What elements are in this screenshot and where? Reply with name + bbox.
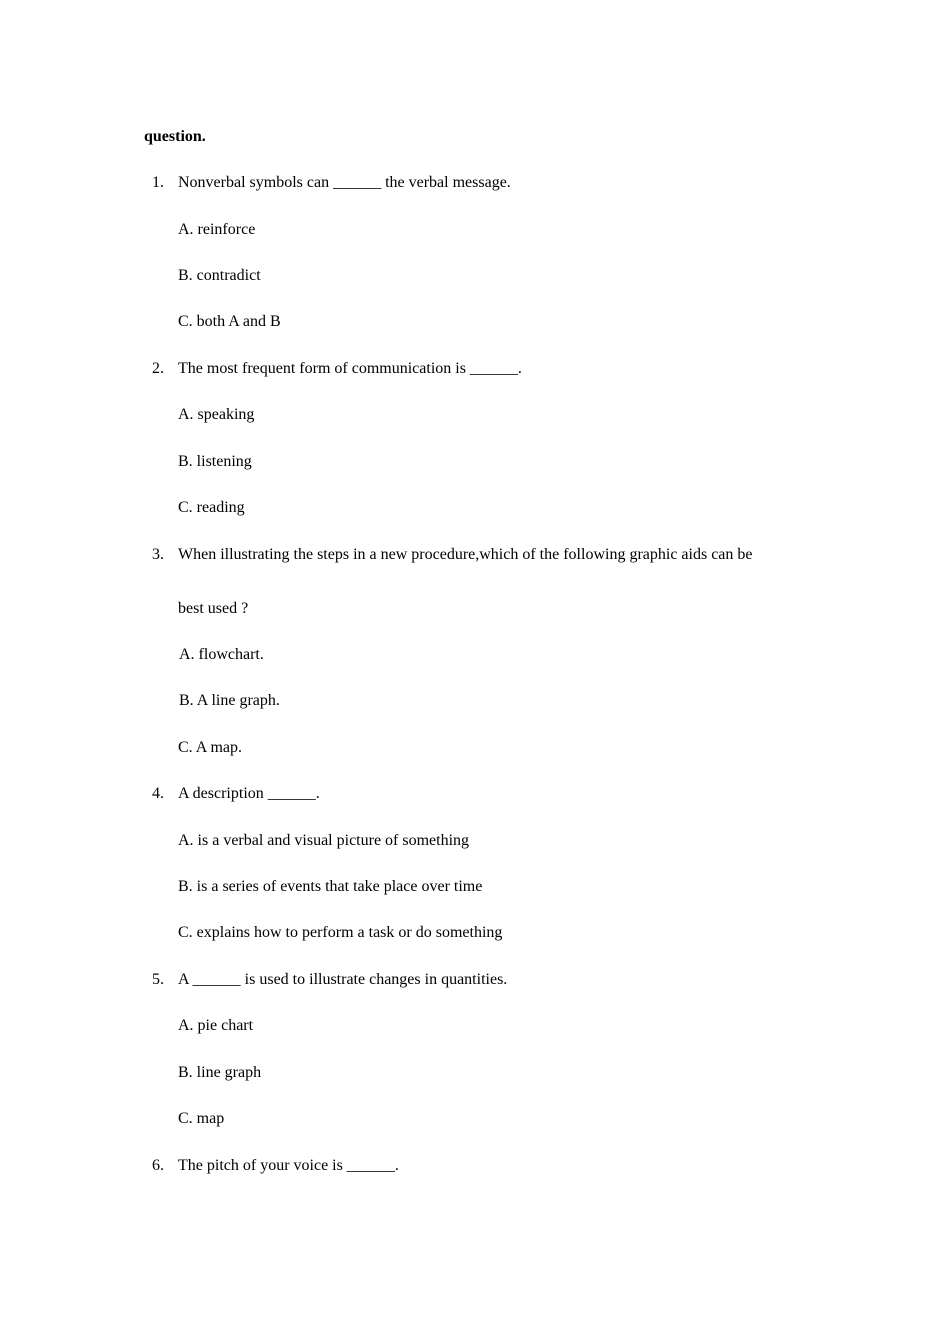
- question-1-option-a: A. reinforce: [178, 221, 256, 238]
- question-3-number: 3.: [152, 546, 164, 563]
- question-1-number: 1.: [152, 174, 164, 191]
- question-5-number: 5.: [152, 971, 164, 988]
- question-2-option-a: A. speaking: [178, 406, 255, 423]
- question-4-option-b: B. is a series of events that take place over time: [178, 878, 483, 895]
- question-2-number: 2.: [152, 360, 164, 377]
- question-4-option-a: A. is a verbal and visual picture of something: [178, 832, 470, 849]
- question-3-option-b: B. A line graph.: [179, 692, 280, 709]
- question-2-option-b: B. listening: [178, 453, 252, 470]
- question-1-text: Nonverbal symbols can ______ the verbal message.: [178, 174, 511, 191]
- question-3-text-continued: best used ?: [178, 600, 249, 617]
- question-3-option-a: A. flowchart.: [179, 646, 264, 663]
- question-2-option-c: C. reading: [178, 499, 245, 516]
- question-5-option-b: B. line graph: [178, 1064, 262, 1081]
- question-6-number: 6.: [152, 1157, 164, 1174]
- question-4-text: A description ______.: [178, 785, 320, 802]
- question-3-text: When illustrating the steps in a new procedure,which of the following graphic aids can be: [178, 546, 753, 563]
- question-1-option-c: C. both A and B: [178, 313, 281, 330]
- question-3-option-c: C. A map.: [178, 739, 243, 756]
- question-1-option-b: B. contradict: [178, 267, 261, 284]
- section-heading: question.: [144, 128, 206, 145]
- question-5-option-c: C. map: [178, 1110, 225, 1127]
- question-5-option-a: A. pie chart: [178, 1017, 254, 1034]
- question-2-text: The most frequent form of communication is ______.: [178, 360, 522, 377]
- question-6-text: The pitch of your voice is ______.: [178, 1157, 399, 1174]
- question-5-text: A ______ is used to illustrate changes in quantities.: [178, 971, 508, 988]
- question-4-option-c: C. explains how to perform a task or do something: [178, 924, 503, 941]
- question-4-number: 4.: [152, 785, 164, 802]
